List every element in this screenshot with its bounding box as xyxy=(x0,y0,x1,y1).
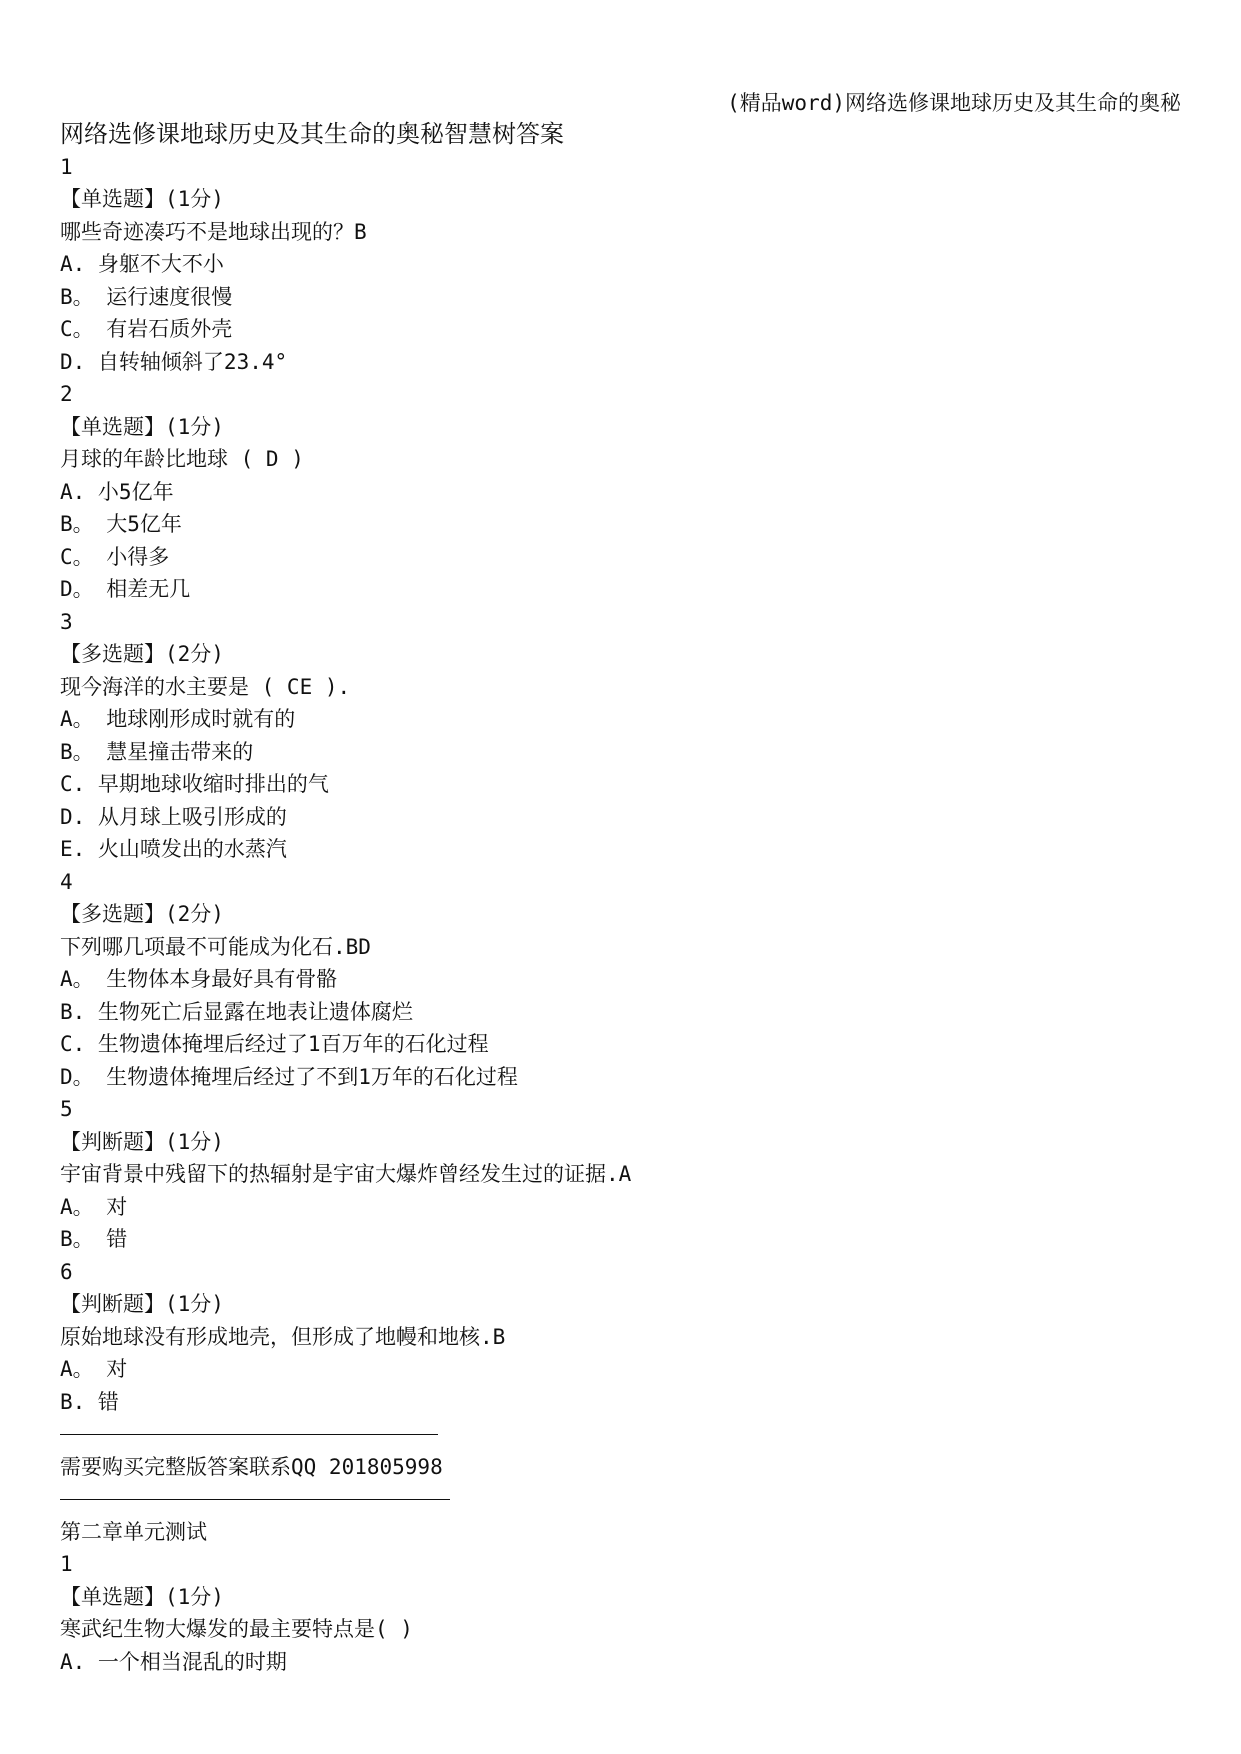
question-option: B. 错 xyxy=(60,1389,119,1414)
question-option: B。 错 xyxy=(60,1227,128,1251)
question-option: A. 小5亿年 xyxy=(60,479,174,504)
question-stem: 月球的年龄比地球 ( D ) xyxy=(60,447,304,471)
question-option: A。 地球刚形成时就有的 xyxy=(60,707,296,731)
question-option: B. 生物死亡后显露在地表让遗体腐烂 xyxy=(60,999,413,1024)
question-type: 【单选题】(1分) xyxy=(60,1584,224,1609)
page-header: (精品word)网络选修课地球历史及其生命的奥秘 xyxy=(727,91,1181,115)
question-stem: 下列哪几项最不可能成为化石.BD xyxy=(60,934,371,959)
question-block xyxy=(60,151,1180,379)
question-option: C. 早期地球收缩时排出的气 xyxy=(60,772,329,796)
chapter-title: 第二章单元测试 xyxy=(60,1519,207,1544)
question-stem: 寒武纪生物大爆发的最主要特点是( ) xyxy=(60,1617,413,1641)
question-number: 1 xyxy=(60,1552,73,1576)
question-stem: 现今海洋的水主要是 ( CE ). xyxy=(60,674,351,699)
question-option: D。 生物遗体掩埋后经过了不到1万年的石化过程 xyxy=(60,1064,518,1089)
question-number: 4 xyxy=(60,869,73,894)
question-block xyxy=(60,1093,1180,1256)
question-option: B。 大5亿年 xyxy=(60,512,182,536)
question-block xyxy=(60,1256,1180,1419)
question-stem: 原始地球没有形成地壳，但形成了地幔和地核.B xyxy=(60,1324,506,1349)
question-stem: 哪些奇迹凑巧不是地球出现的？B xyxy=(60,219,367,244)
question-type: 【多选题】(2分) xyxy=(60,642,224,666)
question-block xyxy=(60,378,1180,606)
question-type: 【判断题】(1分) xyxy=(60,1292,224,1316)
question-option: B。 运行速度很慢 xyxy=(60,284,233,309)
document-body xyxy=(60,118,1180,1678)
question-block xyxy=(60,606,1180,866)
question-option: D. 从月球上吸引形成的 xyxy=(60,804,287,829)
question-option: B。 慧星撞击带来的 xyxy=(60,739,254,764)
question-option: A。 生物体本身最好具有骨骼 xyxy=(60,967,338,991)
separator-line xyxy=(60,1483,1180,1516)
question-type: 【判断题】(1分) xyxy=(60,1129,224,1154)
question-option: A. 一个相当混乱的时期 xyxy=(60,1649,287,1674)
question-option: C。 小得多 xyxy=(60,544,170,569)
document-title: 网络选修课地球历史及其生命的奥秘智慧树答案 xyxy=(60,120,564,148)
question-type: 【单选题】(1分) xyxy=(60,414,224,439)
question-type: 【多选题】(2分) xyxy=(60,902,224,926)
question-number: 5 xyxy=(60,1097,73,1121)
question-option: A. 身躯不大不小 xyxy=(60,252,224,276)
question-option: D。 相差无几 xyxy=(60,577,191,601)
question-number: 3 xyxy=(60,609,73,634)
question-option: A。 对 xyxy=(60,1357,128,1381)
separator-line xyxy=(60,1418,1180,1451)
question-option: E. 火山喷发出的水蒸汽 xyxy=(60,837,287,861)
question-number: 6 xyxy=(60,1259,73,1284)
question-option: C。 有岩石质外壳 xyxy=(60,317,233,341)
question-number: 1 xyxy=(60,154,73,179)
contact-note: 需要购买完整版答案联系QQ 201805998 xyxy=(60,1454,443,1479)
question-number: 2 xyxy=(60,382,73,406)
question-option: D. 自转轴倾斜了23.4° xyxy=(60,349,288,374)
question-option: C. 生物遗体掩埋后经过了1百万年的石化过程 xyxy=(60,1032,489,1056)
question-option: A。 对 xyxy=(60,1194,128,1219)
question-list xyxy=(60,151,1180,1419)
question-stem: 宇宙背景中残留下的热辐射是宇宙大爆炸曾经发生过的证据.A xyxy=(60,1162,632,1186)
question-block xyxy=(60,866,1180,1094)
question-type: 【单选题】(1分) xyxy=(60,187,224,211)
